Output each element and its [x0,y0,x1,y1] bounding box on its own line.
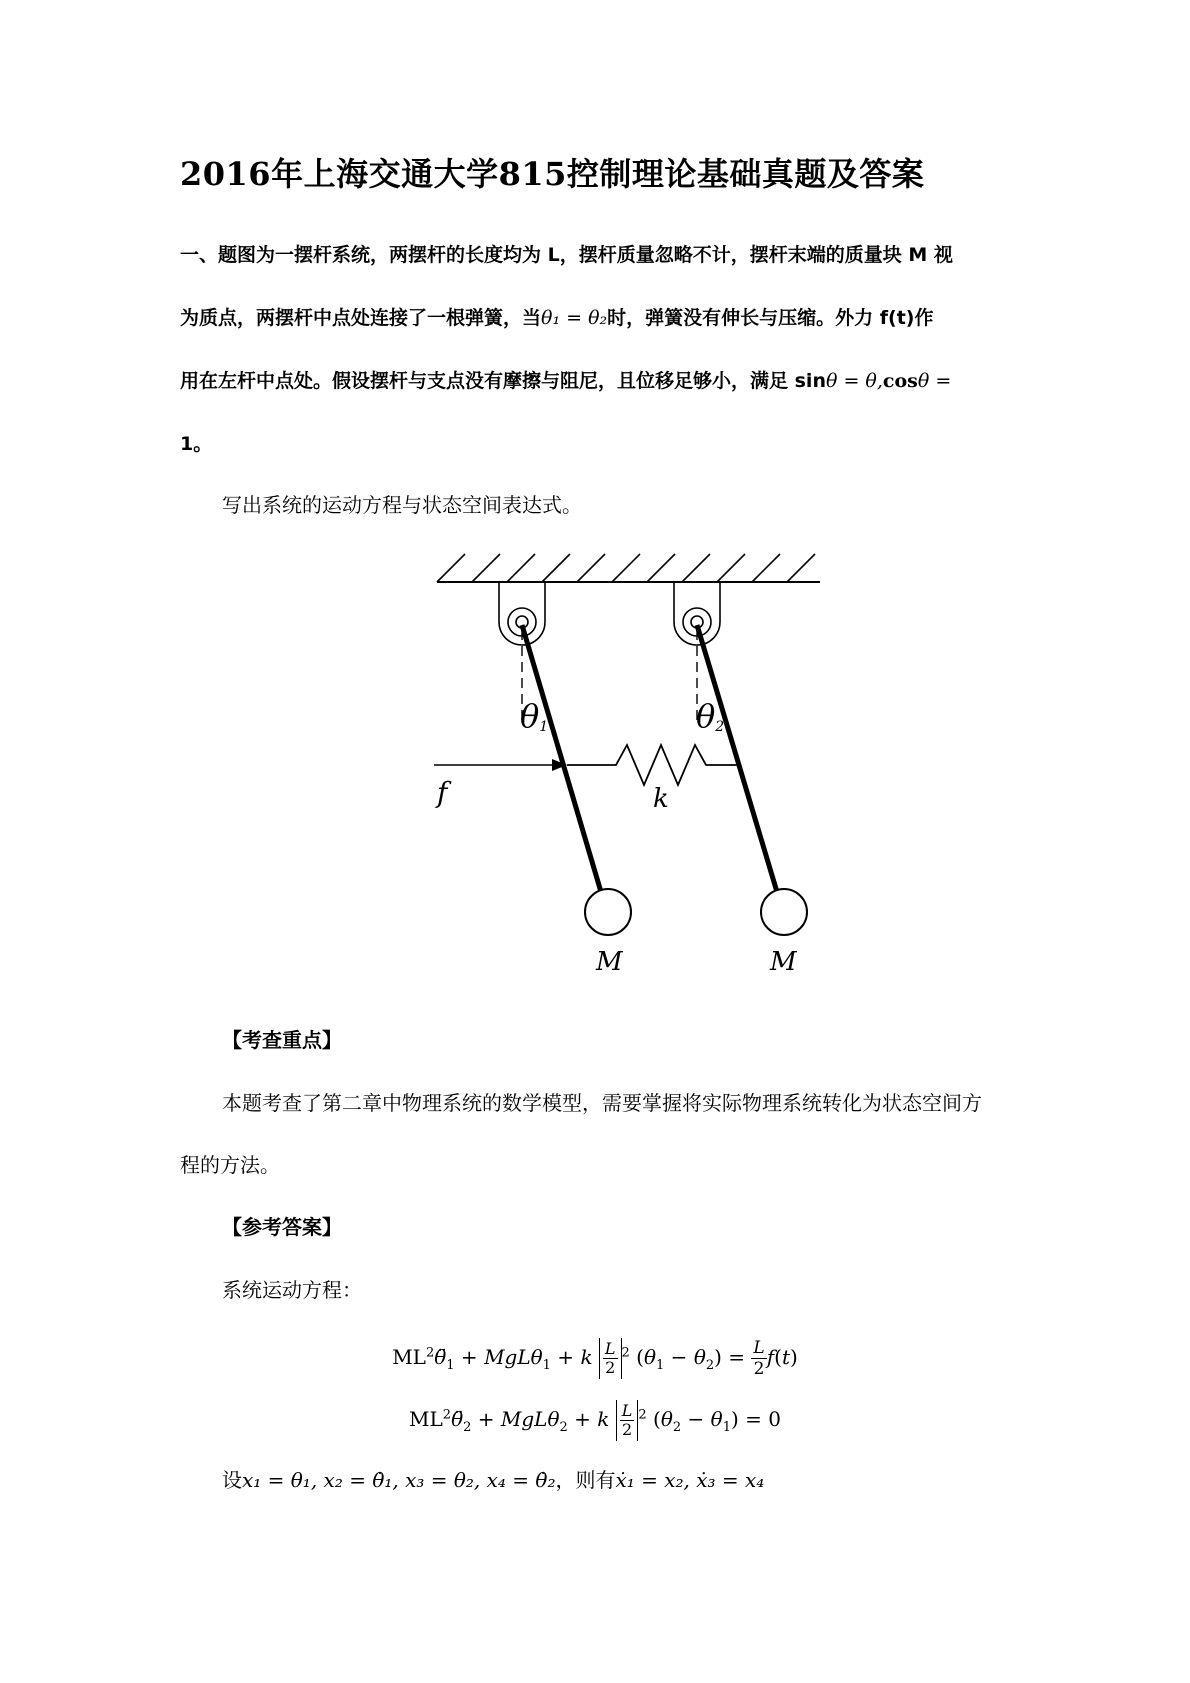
equation-of-motion-2: $ML^2\thetä_2 + MgL\theta_2 + k$ $\frac{L}{2}$ $^2$ $(\theta_2 - \theta_1) = 0$ [409,1401,781,1439]
answer-heading: 【参考答案】 [222,1215,342,1239]
focus-heading: 【考查重点】 [222,1028,342,1052]
focus-line-2: 程的方法。 [180,1153,280,1177]
spring [567,745,738,785]
spring-label: k [653,784,669,814]
state-variables: x₁ = θ₁, x₂ = θ̇₁, x₃ = θ₂, x₄ = θ̇₂ [242,1468,556,1492]
question-line-4: 1。 [180,433,213,455]
focus-line-1: 本题考查了第二章中物理系统的数学模型，需要掌握将实际物理系统转化为状态空间方 [222,1091,982,1115]
theta-equality: θ₁ = θ₂ [541,307,608,329]
cos-label: cos [882,370,918,392]
ceiling-hatch [437,554,815,582]
question-line-2-b: 时，弹簧没有伸长与压缩。外力 f(t)作 [607,307,934,329]
theta2-label: θ2 [696,697,725,735]
question-prompt: 写出系统的运动方程与状态空间表达式。 [222,493,582,517]
page-title: 2016年上海交通大学815控制理论基础真题及答案 [180,155,925,193]
mass2-label: M [770,947,797,977]
theta1-label: θ1 [520,697,549,735]
mass-left [585,889,631,935]
question-line-2 [180,303,933,333]
pendulum-diagram [420,545,820,990]
state-derivatives: ẋ₁ = x₂, ẋ₃ = x₄ [615,1468,765,1492]
question-line-1: 一、题图为一摆杆系统，两摆杆的长度均为 L，摆杆质量忽略不计，摆杆末端的质量块 M 视 [180,244,953,266]
cos-approx: θ = [917,370,952,392]
answer-intro: 系统运动方程： [222,1278,362,1302]
mass-right [761,889,807,935]
let-mid: ，则有 [555,1468,616,1492]
pendulum-rod-left [522,625,601,892]
equation-of-motion-1: $ML^2\thetä_1 + MgL\theta_1 + k$ $\frac{L}{2}$ $^2$ $(\theta_1 - \theta_2)$ = $\frac{L}{2}$ f(t) [392,1338,798,1379]
force-label: f [437,776,448,809]
question-line-3 [180,366,951,396]
sin-approx: θ = θ, [825,370,883,392]
question-line-2-a: 为质点，两摆杆中点处连接了一根弹簧，当 [180,307,542,329]
let-prefix: 设 [222,1468,242,1492]
state-variable-definition [222,1465,764,1495]
question-line-3-a: 用在左杆中点处。假设摆杆与支点没有摩擦与阻尼，且位移足够小，满足 sin [180,370,826,392]
pendulum-rod-right [697,625,777,892]
mass1-label: M [596,947,623,977]
